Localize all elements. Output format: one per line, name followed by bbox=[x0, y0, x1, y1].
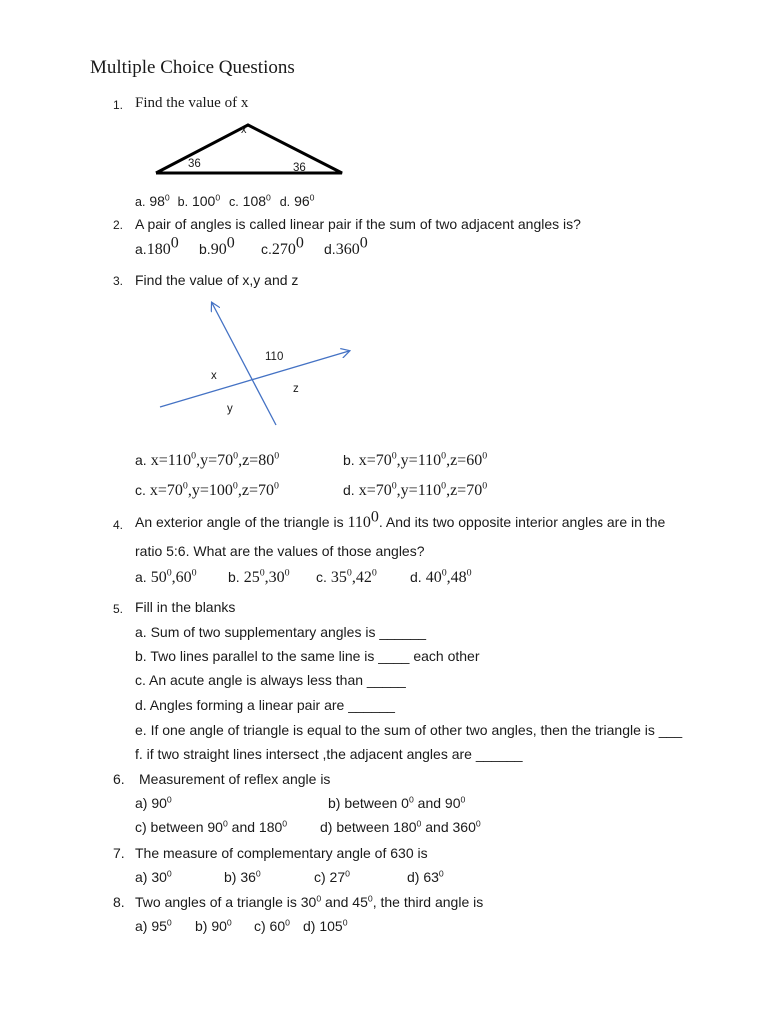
question-text: Find the value of x,y and z bbox=[135, 272, 299, 288]
question-number: 7. bbox=[113, 845, 125, 861]
option-c[interactable]: c. $x=70^0,y=100^0,z=70^0$ bbox=[135, 480, 279, 499]
figure-label-110: 110 bbox=[265, 351, 284, 363]
option-c[interactable]: c) $27^0$ bbox=[314, 868, 350, 885]
question-text: Measurement of reflex angle is bbox=[139, 771, 331, 787]
blank-item: e. If one angle of triangle is equal to the sum of other two angles, then the triangle is ___ bbox=[135, 722, 683, 738]
option-c[interactable]: c) between $90^0$ and $180^0$ bbox=[135, 818, 288, 835]
option-d[interactable]: d. $40^0,48^0$ bbox=[410, 567, 472, 586]
page-title: Multiple Choice Questions bbox=[90, 57, 295, 78]
figure-label-z: z bbox=[293, 383, 299, 395]
option-b[interactable]: b. $x=70^0,y=110^0,z=60^0$ bbox=[343, 450, 488, 469]
question-number: 2. bbox=[113, 218, 124, 232]
option-c[interactable]: $108^0$ bbox=[242, 192, 271, 209]
option-a[interactable]: a) $95^0$ bbox=[135, 917, 172, 934]
triangle-figure bbox=[150, 118, 350, 180]
blank-item: b. Two lines parallel to the same line is ____ each other bbox=[135, 648, 480, 664]
question-text: Two angles of a triangle is $30^0$ and $45^0$, the third angle is bbox=[135, 893, 484, 910]
question-text: An exterior angle of the triangle is $110^0$. And its two opposite interior angles are in the bbox=[135, 508, 666, 531]
option-a[interactable]: $98^0$ bbox=[149, 192, 170, 209]
question-text-line2: ratio 5:6. What are the values of those angles? bbox=[135, 543, 425, 559]
option-d[interactable]: d. $x=70^0,y=110^0,z=70^0$ bbox=[343, 480, 488, 499]
option-d[interactable]: d) $63^0$ bbox=[407, 868, 444, 885]
question-text: A pair of angles is called linear pair if the sum of two adjacent angles is? bbox=[135, 216, 581, 232]
question-number: 6. bbox=[113, 771, 125, 787]
question-number: 1. bbox=[113, 98, 124, 112]
option-a[interactable]: a) $90^0$ bbox=[135, 794, 172, 811]
blank-item: f. if two straight lines intersect ,the adjacent angles are ______ bbox=[135, 746, 523, 762]
option-a[interactable]: a) $30^0$ bbox=[135, 868, 172, 885]
blank-item: a. Sum of two supplementary angles is ______ bbox=[135, 624, 427, 640]
option-a[interactable]: a. $50^0,60^0$ bbox=[135, 567, 197, 586]
option-c[interactable]: c.270$^0$ bbox=[261, 234, 304, 258]
option-d[interactable]: d) $105^0$ bbox=[303, 917, 348, 934]
q1-options: a. $98^0$ b. $100^0$ c. $108^0$ d. $96^0$ bbox=[135, 192, 315, 209]
intersecting-lines-figure bbox=[150, 295, 365, 435]
option-d[interactable]: d) between $180^0$ and $360^0$ bbox=[320, 818, 481, 835]
figure-label-x: x bbox=[241, 124, 247, 136]
blank-item: c. An acute angle is always less than _____ bbox=[135, 672, 406, 688]
option-b[interactable]: $100^0$ bbox=[191, 192, 221, 209]
question-number: 3. bbox=[113, 274, 124, 288]
figure-label-y: y bbox=[227, 403, 233, 415]
question-text: The measure of complementary angle of 630 is bbox=[135, 845, 428, 861]
option-a[interactable]: a.180$^0$ bbox=[135, 234, 179, 258]
option-c[interactable]: c. $35^0,42^0$ bbox=[316, 567, 377, 586]
question-text: Find the value of x bbox=[135, 95, 249, 111]
figure-label-left: 36 bbox=[188, 158, 201, 170]
question-text: Fill in the blanks bbox=[135, 599, 236, 615]
option-d[interactable]: $96^0$ bbox=[294, 192, 315, 209]
blank-item: d. Angles forming a linear pair are ______ bbox=[135, 697, 395, 713]
option-b[interactable]: b) $36^0$ bbox=[224, 868, 261, 885]
option-c[interactable]: c) $60^0$ bbox=[254, 917, 290, 934]
question-number: 4. bbox=[113, 518, 124, 532]
figure-label-right: 36 bbox=[293, 162, 306, 174]
question-number: 5. bbox=[113, 602, 124, 616]
option-b[interactable]: b) between $0^0$ and $90^0$ bbox=[328, 794, 466, 811]
option-b[interactable]: b. $25^0,30^0$ bbox=[228, 567, 290, 586]
question-number: 8. bbox=[113, 894, 125, 910]
option-d[interactable]: d.360$^0$ bbox=[324, 234, 368, 258]
option-b[interactable]: b) $90^0$ bbox=[195, 917, 232, 934]
option-b[interactable]: $b.90^0$ bbox=[199, 234, 235, 258]
figure-label-x: x bbox=[211, 370, 217, 382]
option-a[interactable]: a. $x=110^0,y=70^0,z=80^0$ bbox=[135, 450, 280, 469]
